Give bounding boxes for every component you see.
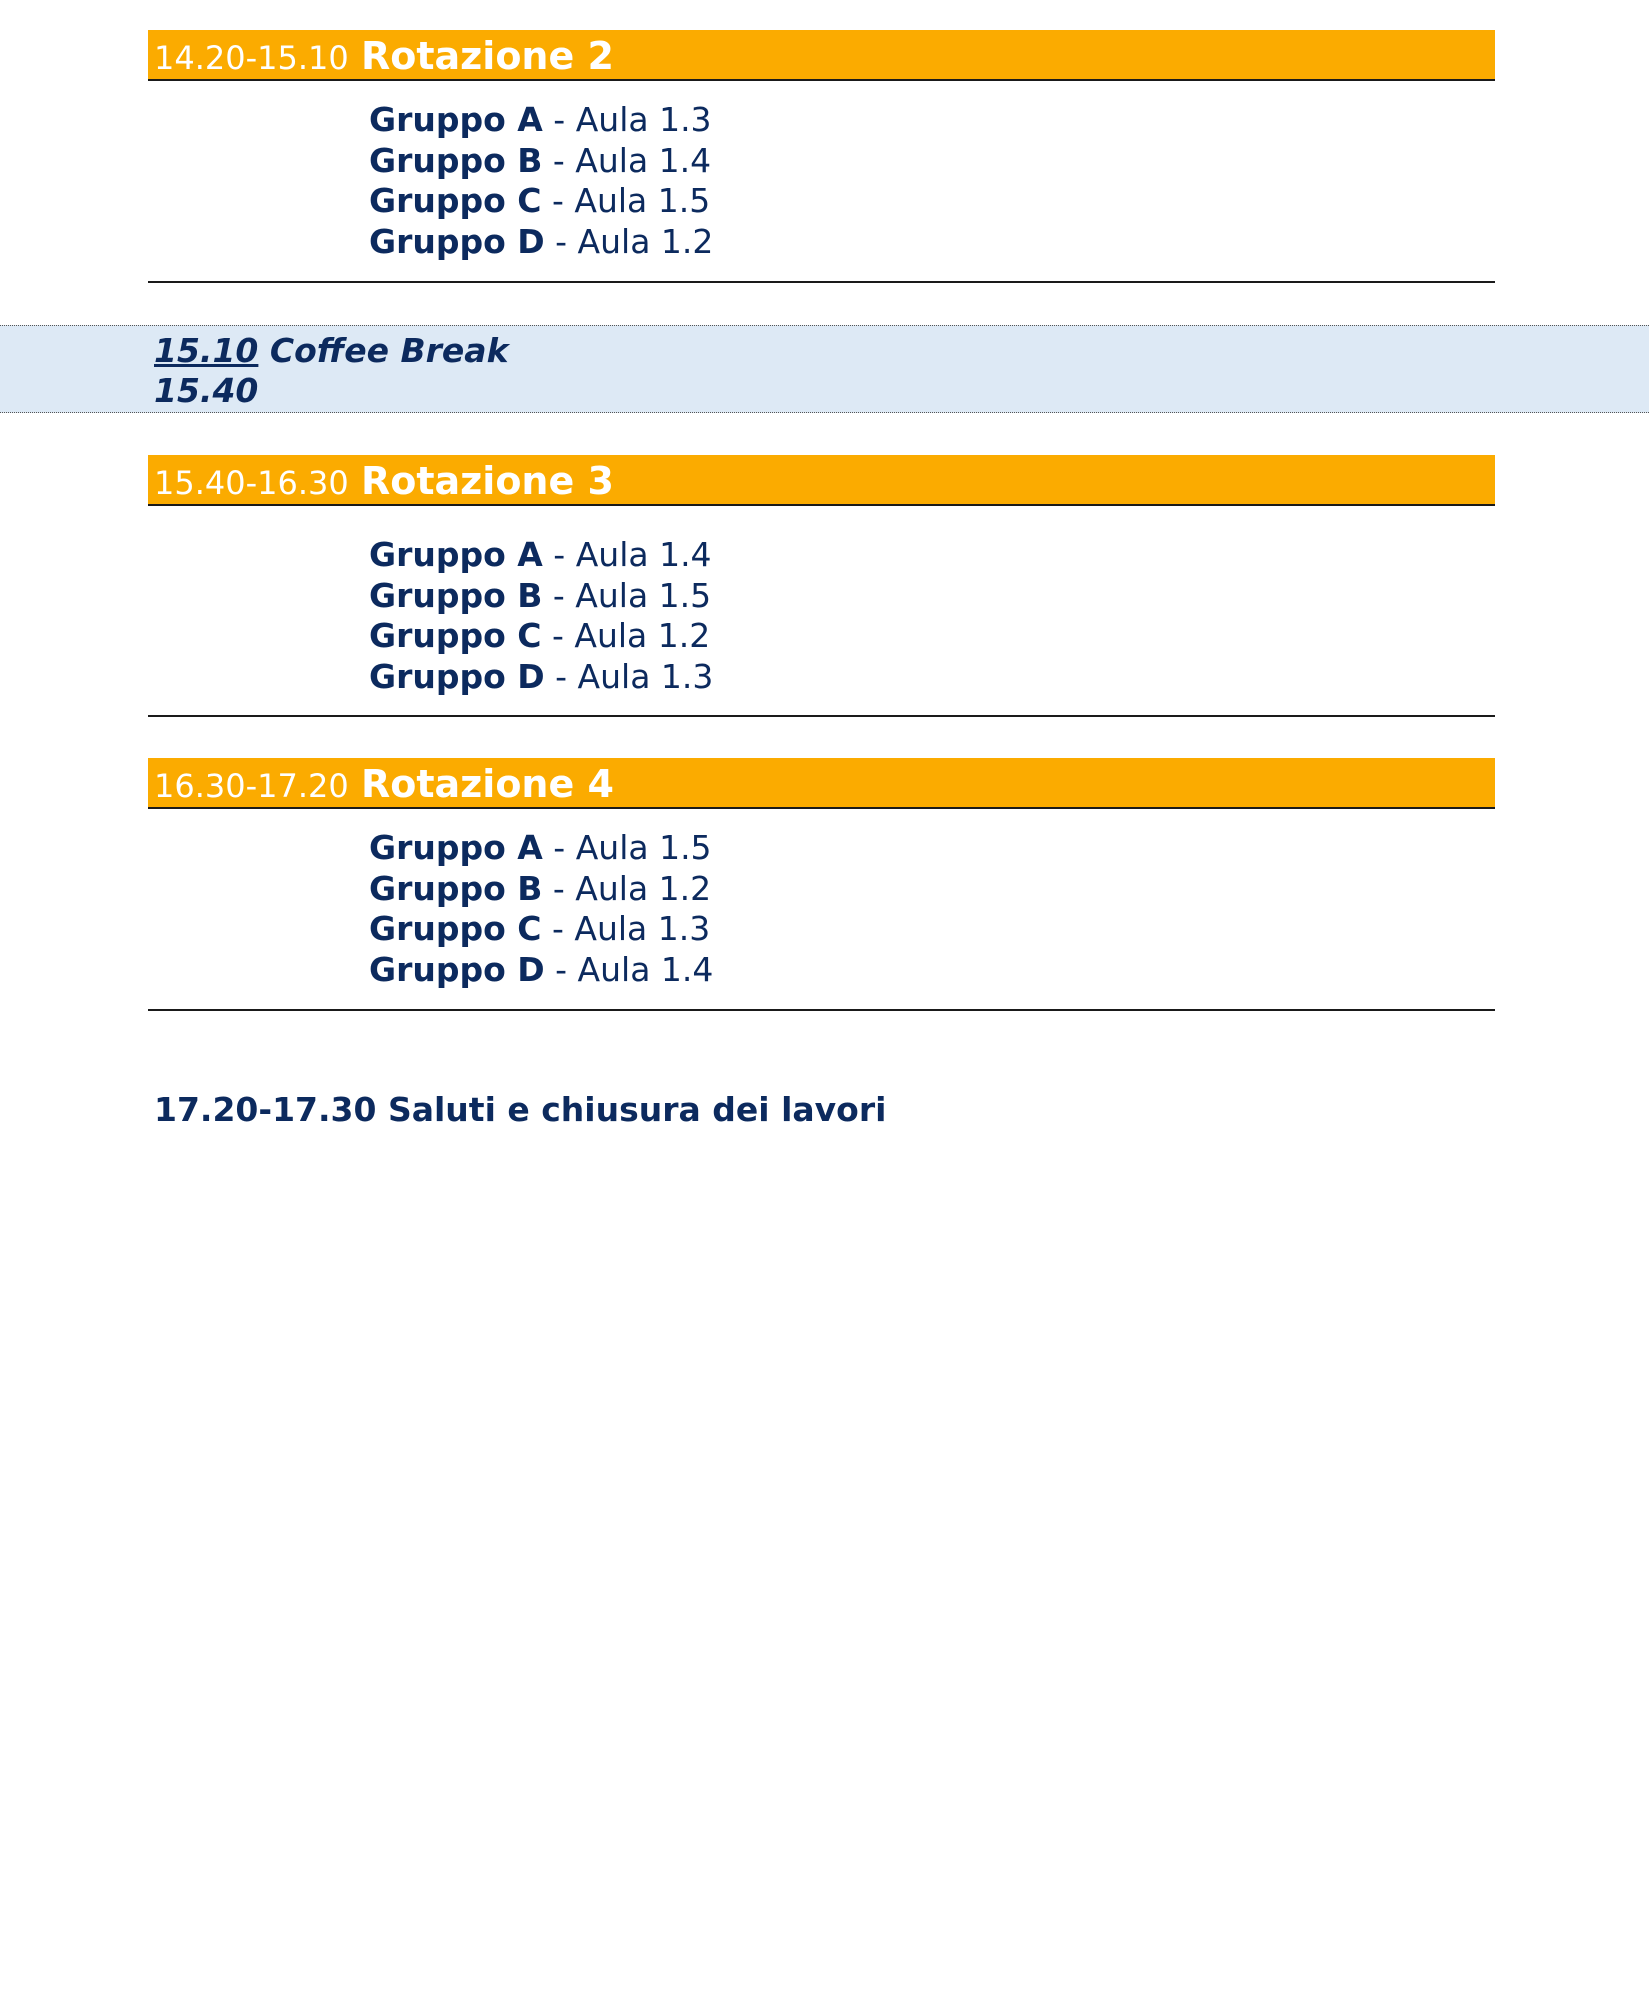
- group-row: [369, 950, 713, 991]
- group-row: [369, 869, 713, 910]
- coffee-break-line: [154, 331, 509, 370]
- rotation-3-group-list: [369, 535, 713, 697]
- group-name: Gruppo D: [369, 949, 545, 989]
- group-name: Gruppo A: [369, 535, 543, 574]
- group-room: - Aula 1.3: [542, 100, 712, 139]
- group-name: Gruppo B: [369, 868, 543, 908]
- group-name: Gruppo C: [369, 181, 542, 220]
- rotation-2-header: [148, 30, 1495, 81]
- group-name: Gruppo D: [369, 221, 545, 261]
- group-room: - Aula 1.5: [542, 575, 712, 615]
- group-name: Gruppo A: [369, 828, 543, 867]
- rotation-4-group-list: [369, 828, 713, 990]
- group-row: [369, 576, 713, 617]
- group-row: [369, 657, 713, 698]
- rotation-3-title: Rotazione 3: [361, 459, 614, 503]
- coffee-break-band: [0, 325, 1649, 413]
- group-row: [369, 909, 713, 950]
- group-room: - Aula 1.3: [544, 656, 714, 696]
- group-room: - Aula 1.4: [542, 535, 712, 574]
- group-row: [369, 181, 713, 222]
- section-divider: [148, 281, 1495, 283]
- group-row: [369, 222, 713, 263]
- group-row: [369, 141, 713, 182]
- closing-line: 17.20-17.30 Saluti e chiusura dei lavori: [154, 1090, 887, 1129]
- group-room: - Aula 1.3: [541, 909, 711, 948]
- group-room: - Aula 1.2: [541, 616, 711, 655]
- group-name: Gruppo C: [369, 616, 542, 655]
- group-row: [369, 535, 713, 576]
- group-row: [369, 616, 713, 657]
- group-name: Gruppo B: [369, 140, 543, 180]
- coffee-break-label: Coffee Break: [258, 331, 509, 370]
- rotation-4-header: [148, 758, 1495, 809]
- rotation-2-group-list: [369, 100, 713, 262]
- group-name: Gruppo C: [369, 909, 542, 948]
- group-room: - Aula 1.2: [544, 221, 714, 261]
- group-room: - Aula 1.2: [542, 868, 712, 908]
- group-row: [369, 100, 713, 141]
- rotation-2-time: 14.20-15.10: [154, 39, 349, 77]
- group-row: [369, 828, 713, 869]
- group-room: - Aula 1.5: [541, 181, 711, 220]
- group-room: - Aula 1.5: [542, 828, 712, 867]
- coffee-break-end: 15.40: [154, 371, 259, 410]
- section-divider: [148, 1009, 1495, 1011]
- rotation-2-title: Rotazione 2: [361, 34, 614, 78]
- coffee-break-start: 15.10: [154, 331, 259, 370]
- group-name: Gruppo D: [369, 656, 545, 696]
- rotation-4-title: Rotazione 4: [361, 762, 614, 806]
- section-divider: [148, 715, 1495, 717]
- group-room: - Aula 1.4: [542, 140, 712, 180]
- rotation-3-time: 15.40-16.30: [154, 464, 349, 502]
- group-room: - Aula 1.4: [544, 949, 714, 989]
- group-name: Gruppo A: [369, 100, 543, 139]
- group-name: Gruppo B: [369, 575, 543, 615]
- rotation-3-header: [148, 455, 1495, 506]
- rotation-4-time: 16.30-17.20: [154, 767, 349, 805]
